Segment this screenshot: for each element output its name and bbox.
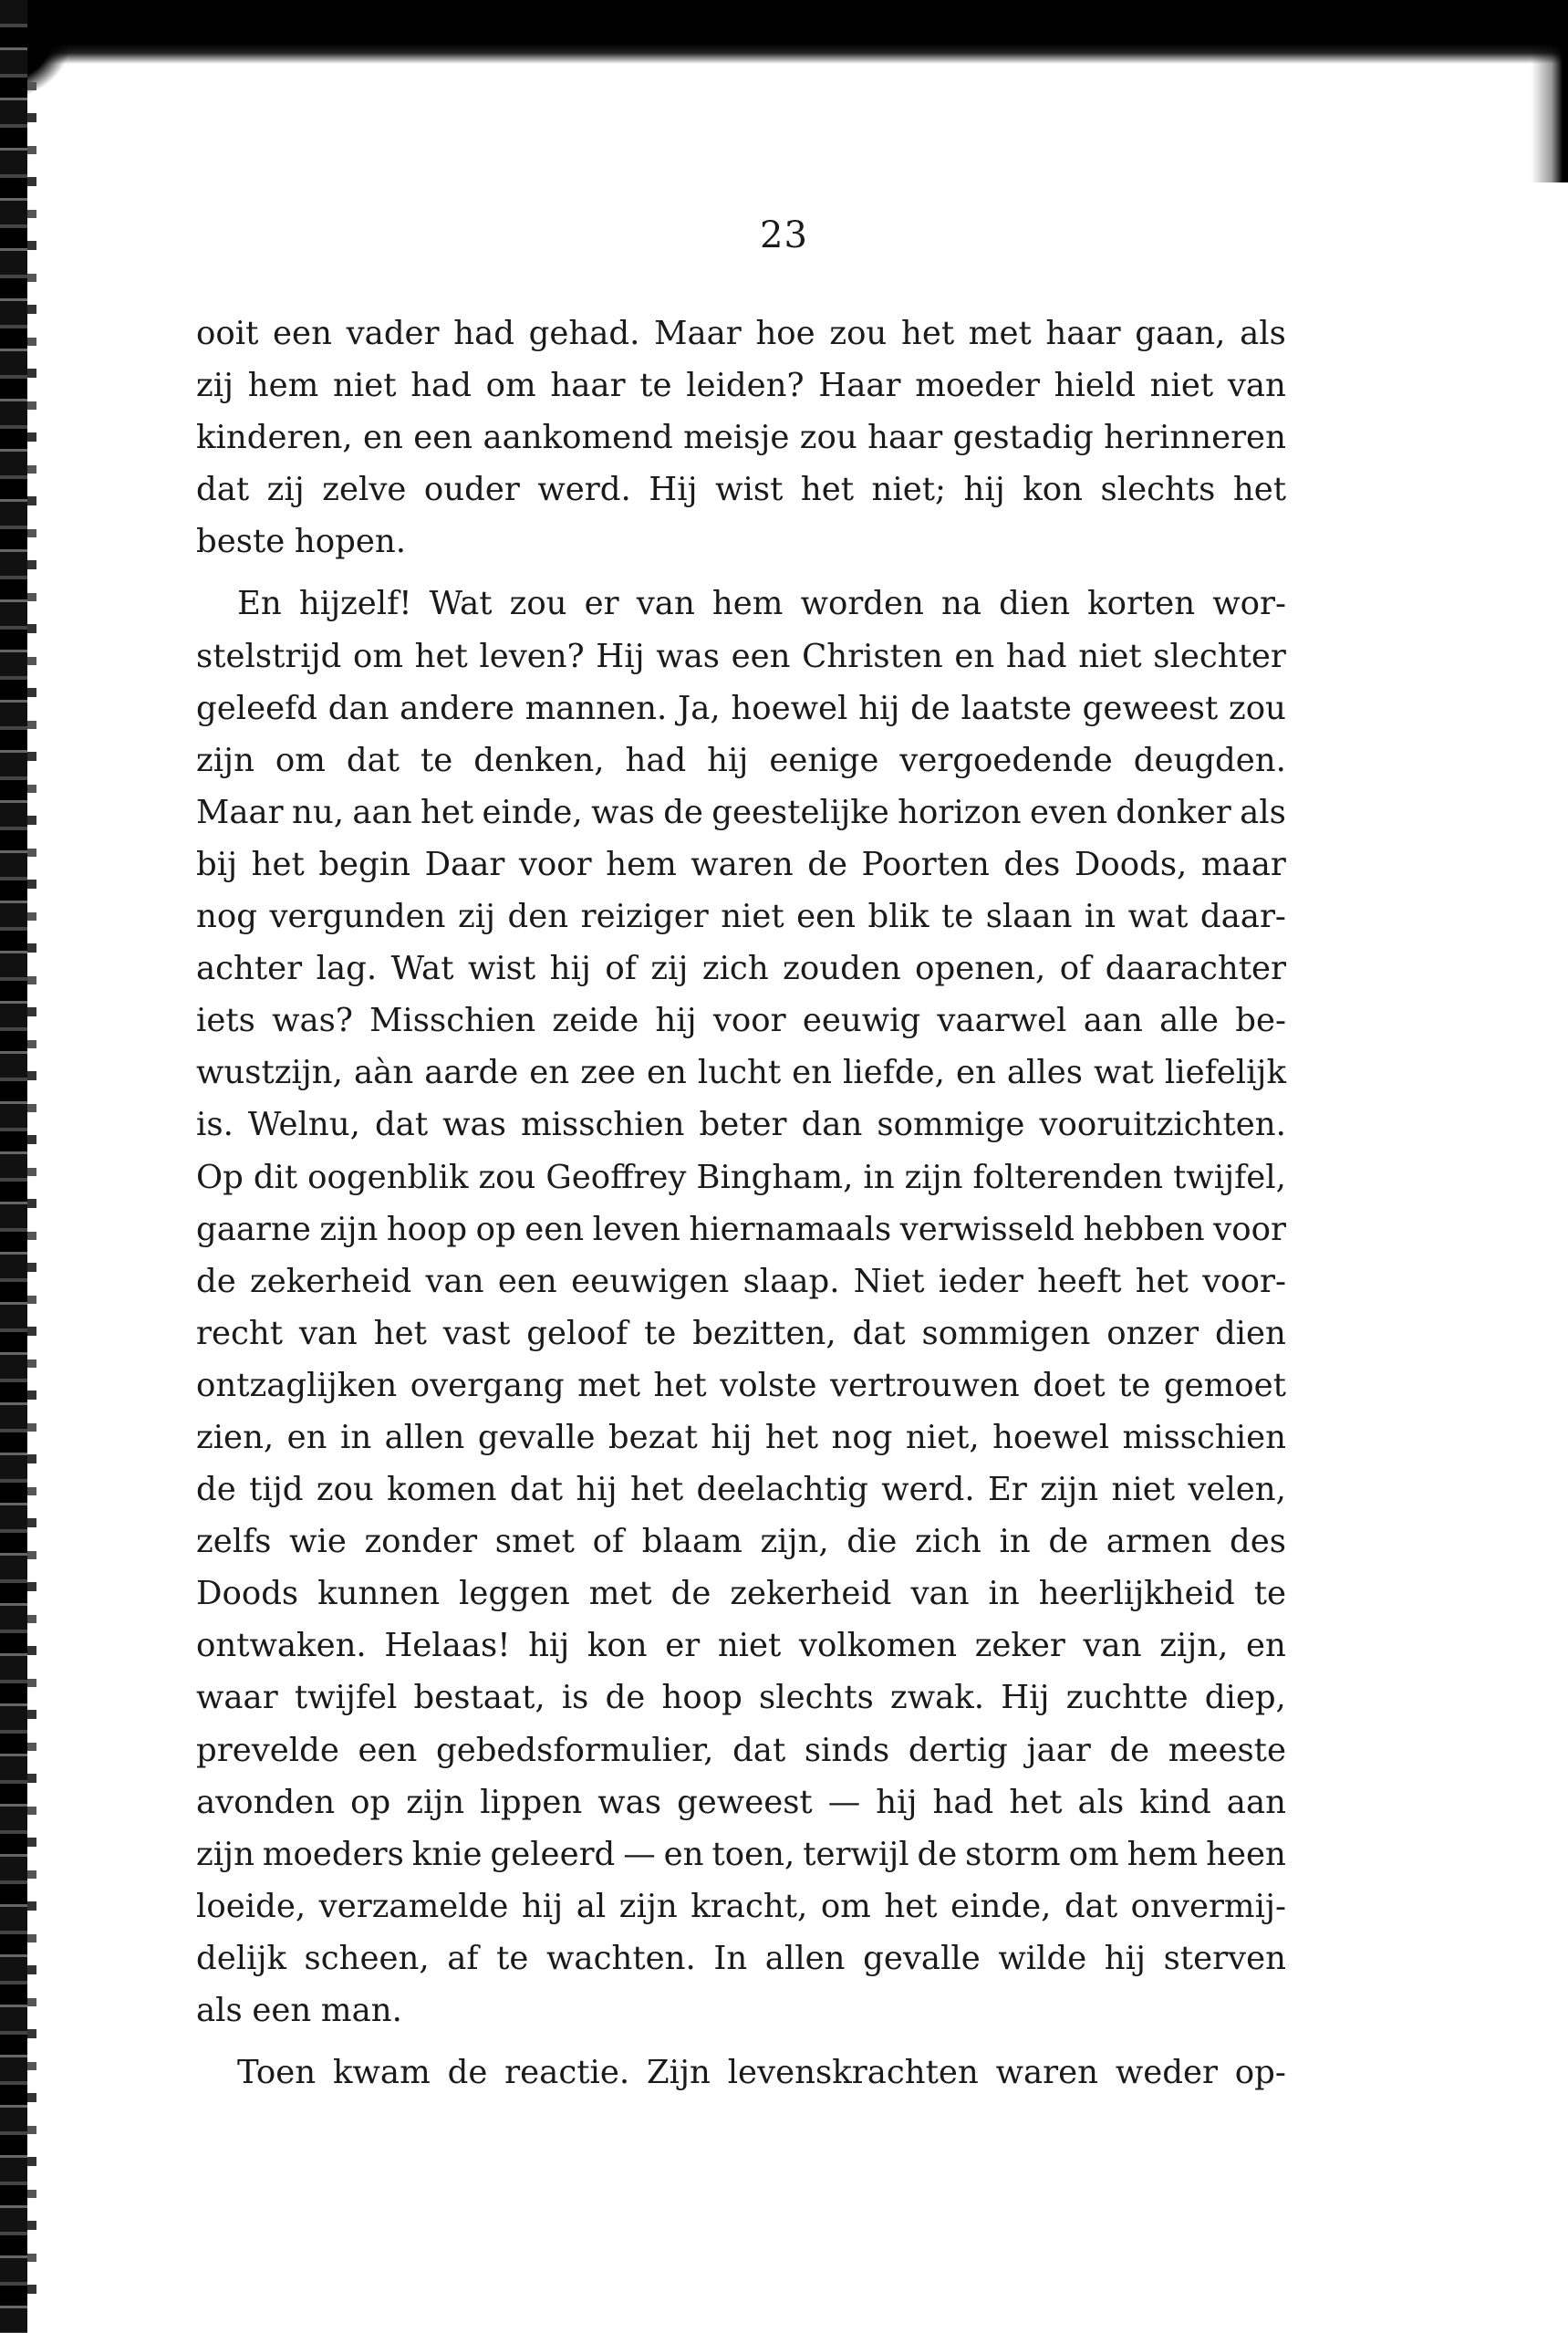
text-line: prevelde een gebedsformulier, dat sinds dertig jaar de meeste: [196, 1731, 1286, 1769]
text-line: delijk scheen, af te wachten. In allen gevalle wilde hij sterven: [196, 1939, 1286, 1977]
text-line: zijn moeders knie geleerd — en toen, terwijl de storm om hem heen: [196, 1835, 1286, 1873]
text-line: kinderen, en een aankomend meisje zou haar gestadig herinneren: [196, 419, 1286, 457]
page-number: 23: [760, 214, 808, 256]
text-line: zijn om dat te denken, had hij eenige vergoedende deugden.: [196, 741, 1286, 779]
text-line: zelfs wie zonder smet of blaam zijn, die zich in de armen des: [196, 1523, 1286, 1561]
text-line: En hijzelf! Wat zou er van hem worden na dien korten wor-: [237, 585, 1286, 623]
body-text: [196, 307, 1286, 2099]
paragraph: [196, 578, 1286, 2036]
text-line: wustzijn, aàn aarde en zee en lucht en liefde, en alles wat liefelijk: [196, 1054, 1286, 1092]
text-line: zien, en in allen gevalle bezat hij het nog niet, hoewel misschien: [196, 1418, 1286, 1456]
text-line: waar twijfel bestaat, is de hoop slechts zwak. Hij zuchtte diep,: [196, 1679, 1286, 1717]
text-line: ontwaken. Helaas! hij kon er niet volkomen zeker van zijn, en: [196, 1627, 1286, 1665]
text-line: ooit een vader had gehad. Maar hoe zou het met haar gaan, als: [196, 315, 1286, 352]
text-line: recht van het vast geloof te bezitten, dat sommigen onzer dien: [196, 1314, 1286, 1352]
text-line: Toen kwam de reactie. Zijn levenskrachten waren weder op-: [237, 2054, 1286, 2092]
text-line: gaarne zijn hoop op een leven hiernamaals verwisseld hebben voor: [196, 1210, 1286, 1248]
paragraph-gap: [196, 568, 1286, 578]
text-line: bij het begin Daar voor hem waren de Poorten des Doods, maar: [196, 845, 1286, 883]
scan-top-edge: [0, 0, 1568, 64]
text-line: achter lag. Wat wist hij of zij zich zouden openen, of daarachter: [196, 950, 1286, 988]
text-line: geleefd dan andere mannen. Ja, hoewel hij de laatste geweest zou: [196, 689, 1286, 727]
text-line: de tijd zou komen dat hij het deelachtig werd. Er zijn niet velen,: [196, 1471, 1286, 1509]
scan-left-binding-shadow: [27, 82, 36, 2308]
text-line: iets was? Misschien zeide hij voor eeuwig vaarwel aan alle be-: [196, 1002, 1286, 1040]
text-line: Doods kunnen leggen met de zekerheid van in heerlijkheid te: [196, 1575, 1286, 1613]
text-line: zij hem niet had om haar te leiden? Haar moeder hield niet van: [196, 367, 1286, 405]
paragraph: [196, 307, 1286, 568]
text-line: avonden op zijn lippen was geweest — hij had het als kind aan: [196, 1783, 1286, 1821]
text-line: beste hopen.: [196, 523, 406, 561]
scan-left-edge: [0, 0, 27, 2333]
text-line: ontzaglijken overgang met het volste vertrouwen doet te gemoet: [196, 1366, 1286, 1404]
text-line: Maar nu, aan het einde, was de geestelijke horizon even donker als: [196, 793, 1286, 831]
text-line: nog vergunden zij den reiziger niet een blik te slaan in wat daar-: [196, 898, 1286, 936]
scan-right-edge: [1532, 0, 1568, 182]
text-line: Op dit oogenblik zou Geoffrey Bingham, in zijn folterenden twijfel,: [196, 1158, 1286, 1196]
text-line: de zekerheid van een eeuwigen slaap. Niet ieder heeft het voor-: [196, 1262, 1286, 1300]
text-line: loeide, verzamelde hij al zijn kracht, om het einde, dat onvermij-: [196, 1887, 1286, 1925]
text-line: stelstrijd om het leven? Hij was een Christen en had niet slechter: [196, 637, 1286, 675]
text-line: dat zij zelve ouder werd. Hij wist het niet; hij kon slechts het: [196, 471, 1286, 509]
text-line: is. Welnu, dat was misschien beter dan sommige vooruitzichten.: [196, 1106, 1286, 1144]
paragraph: [196, 2047, 1286, 2099]
text-line: als een man.: [196, 1992, 402, 2029]
paragraph-gap: [196, 2036, 1286, 2047]
